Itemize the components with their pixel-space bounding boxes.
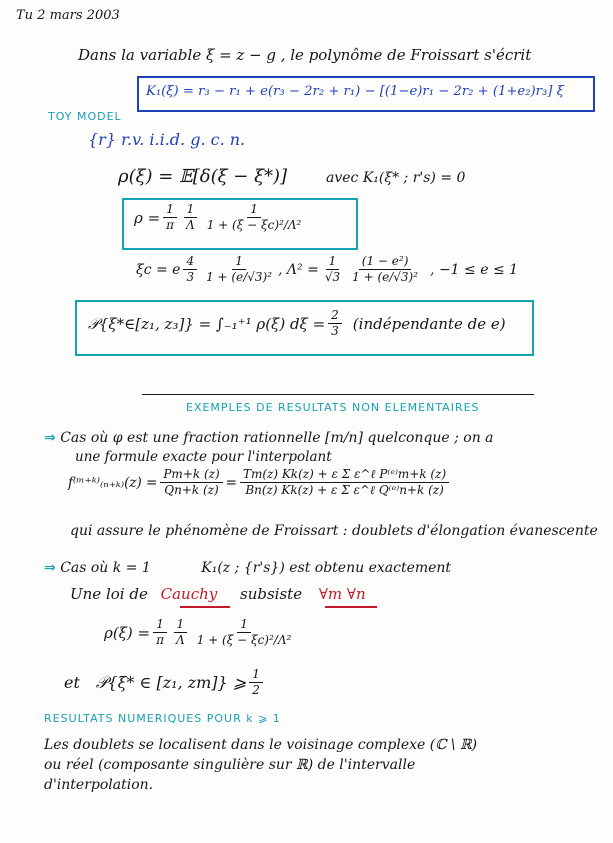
case1-text: ⇒ Cas où φ est une fraction rationnelle [m/n] quelconque ; on a (44, 430, 494, 446)
numerical-heading: RESULTATS NUMERIQUES POUR k ⩾ 1 (44, 712, 281, 725)
examples-heading: EXEMPLES DE RESULTATS NON ELEMENTAIRES (186, 401, 480, 414)
cauchy-density-2: ρ(ξ) = $\frac{1}{\pi}$ $\frac{1}{\Lambda}$ $\frac{1}{\text{1 + (ξ − ξc)²/Λ²}}$ (104, 617, 292, 648)
numerical-line-2: ou réel (composante singulière sur ℝ) de l'intervalle (44, 757, 416, 773)
interpolant-formula: f⁽ᵐ⁺ᵏ⁾₍ₙ₊ₖ₎(z) = $\frac{Pm+k (z)}{Qn+k (z)}$ = $\frac{\text{Tm(z) Kk(z) + ε Σ ε\textasciicircum{}ℓ P⁽ᵉ⁾m+k (z)}}{\text{Bn(z) Kk(z) + ε Σ ε\textasciicircum{}ℓ Q⁽ᵉ⁾n+k (z)}}$ (68, 468, 452, 497)
k1-formula: K₁(ξ) = r₃ − r₁ + e(r₃ − 2r₂ + r₁) − [(1−e)r₁ − 2r₂ + (1+e₂)r₃] ξ (146, 84, 564, 99)
iid-line: {r} r.v. i.i.d. g. c. n. (88, 130, 246, 149)
numerical-line-1: Les doublets se localisent dans le voisinage complexe (ℂ \ ℝ) (44, 737, 478, 753)
cauchy-density: ρ = $\frac{1}{\pi}$ $\frac{1}{\Lambda}$ $\frac{1}{\text{1 + (ξ − ξc)²/Λ²}}$ (134, 202, 302, 233)
section-separator (142, 394, 534, 395)
probability-2: et 𝒫{ξ* ∈ [z₁, zm]} ⩾ $\frac{1}{2}$ (64, 668, 266, 697)
forall-underline (325, 606, 377, 608)
cauchy-underline (180, 606, 230, 608)
arrow-icon: ⇒ (44, 430, 56, 446)
intro-text: Dans la variable ξ = z − g , le polynôme de Froissart s'écrit (78, 46, 532, 64)
xi-c-lambda-line: ξc = e $\frac{4}{3}$ $\frac{1}{\text{1 + (e/√3)²}}$ , Λ² = $\frac{1}{√3}$ $\frac{\text{(1 − e²)}}{\text{1 + (e/√3)²}}$ , −1 ≤ e ≤ 1 (136, 254, 519, 285)
cauchy-law-line: Une loi de Cauchy subsiste ∀m ∀n (70, 585, 366, 603)
probability-line: 𝒫{ξ*∈[z₁, z₃]} = ∫₋₁⁺¹ ρ(ξ) dξ = $\frac{2}{3}$ (indépendante de e) (88, 308, 506, 339)
rho-definition: ρ(ξ) = 𝔼[δ(ξ − ξ*)] (118, 166, 288, 187)
arrow-icon-2: ⇒ (44, 560, 56, 576)
case2-line: ⇒ Cas où k = 1 K₁(z ; {r's}) est obtenu exactement (44, 560, 452, 576)
avec-condition: avec K₁(ξ* ; r's) = 0 (326, 170, 466, 186)
case1-text-2: une formule exacte pour l'interpolant (75, 449, 332, 465)
toy-model-heading: TOY MODEL (48, 110, 122, 123)
date-header: Tu 2 mars 2003 (16, 8, 120, 23)
numerical-line-3: d'interpolation. (44, 777, 154, 793)
assure-line: qui assure le phénomène de Froissart : doublets d'élongation évanescente (70, 523, 598, 539)
